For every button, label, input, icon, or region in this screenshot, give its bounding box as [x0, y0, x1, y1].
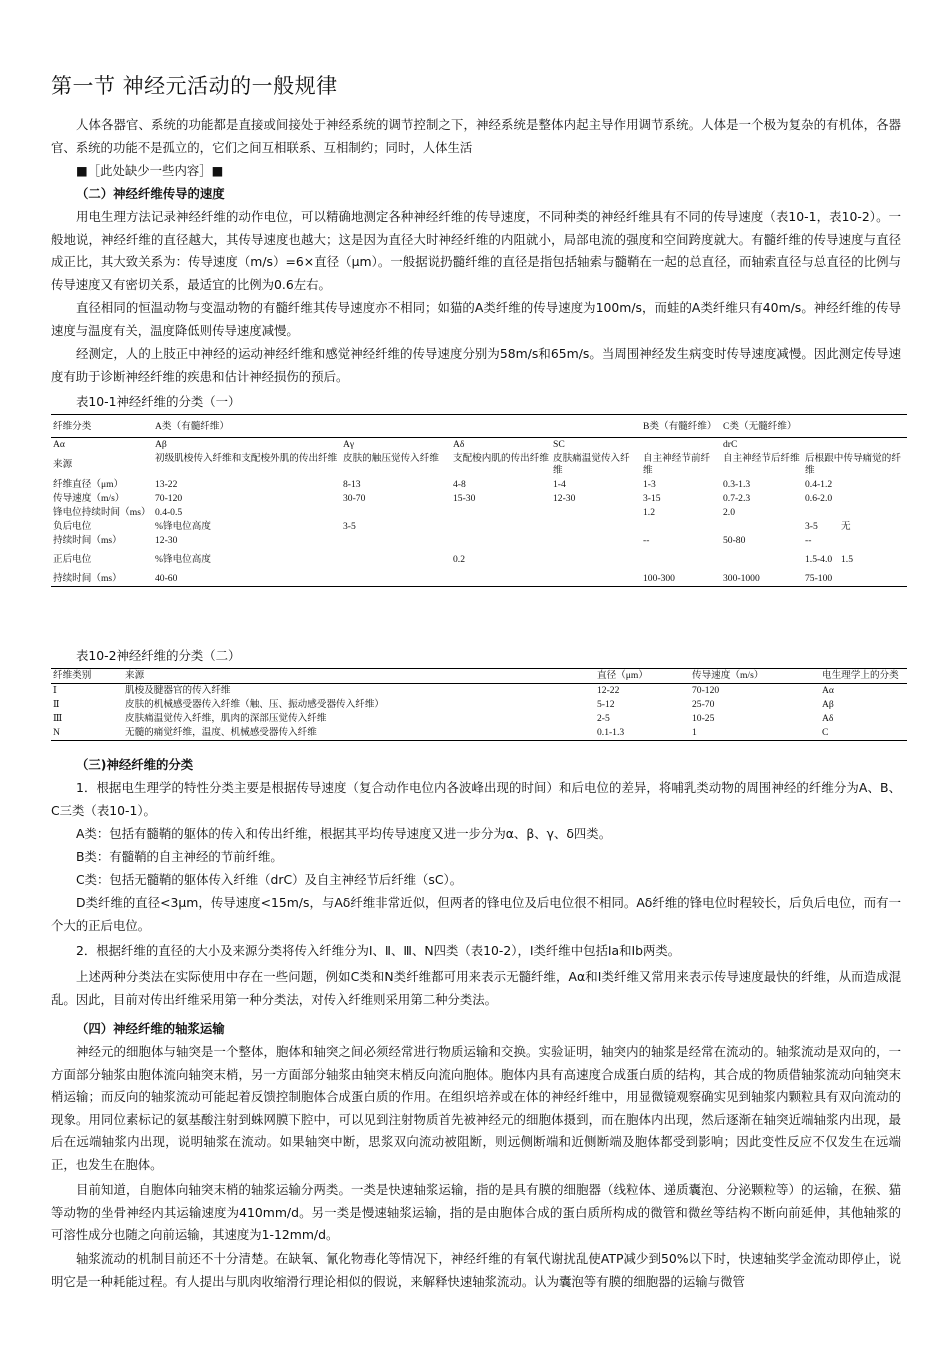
table1-cell: 锋电位持续时间（ms） [53, 507, 151, 518]
table1-cell: 0.7-2.3 [723, 493, 751, 504]
table1-cell: 0.4-0.5 [155, 507, 183, 518]
subheading-conduction-speed: （二）神经纤维传导的速度 [76, 186, 225, 201]
table1-cell: 3-15 [643, 493, 661, 504]
table2-row [51, 684, 907, 699]
table1-cell: 无 [841, 521, 851, 532]
paragraph-classification-1: 1．根据电生理学的特性分类主要是根据传导速度（复合动作电位内各波峰出现的时间）和后电位的差异，将哺乳类动物的周围神经的纤维分为A、B、C三类（表10-1）。 [51, 780, 901, 818]
table1-cell: 传导速度（m/s） [53, 493, 125, 504]
table1-cell: 皮肤的触压觉传入纤维 [343, 453, 439, 464]
table1-cell: 初级肌梭传入纤维和支配梭外肌的传出纤维 [155, 453, 338, 464]
table1-cell: 50-80 [723, 535, 746, 546]
table1-cell: 正后电位 [53, 554, 92, 565]
table1-row [51, 452, 907, 478]
table1-row [51, 492, 907, 506]
table1-cell: 3-5 [805, 521, 818, 532]
table2-cell: 10-25 [692, 713, 715, 724]
table1-cell: 12-30 [553, 493, 576, 504]
table1-cell: -- [643, 535, 650, 546]
table1-cell: 1-3 [643, 479, 656, 490]
paragraph-median-nerve: 经测定，人的上肢正中神经的运动神经纤维和感觉神经纤维的传导速度分别为58m/s和65m/s。当周围神经发生病变时传导速度减慢。因此测定传导速度有助于诊断神经纤维的疾患和估计神经损伤的预后。 [51, 346, 901, 384]
table1-cell: 0.6-2.0 [805, 493, 833, 504]
table2-cell: 2-5 [597, 713, 610, 724]
table2-header-cell: 直径（μm） [595, 669, 690, 684]
table2-cell: 无髓的痛觉纤维，温度、机械感受器传入纤维 [125, 727, 317, 738]
table1-cell: 30-70 [343, 493, 366, 504]
table1-cell: 13-22 [155, 479, 178, 490]
table2-header-cell: 电生理学上的分类 [820, 669, 907, 684]
table1-header-cell: 纤维分类 [51, 415, 153, 438]
table2-cell: Aδ [822, 713, 834, 724]
table1-cell: 75-100 [805, 573, 833, 584]
paragraph-class-b: B类：有髓鞘的自主神经的节前纤维。 [76, 849, 283, 864]
table1-cell: 支配梭内肌的传出纤维 [453, 453, 549, 464]
table2-header-row [51, 669, 907, 684]
table1-cell [641, 438, 721, 453]
paragraph-axoplasmic-flow: 神经元的细胞体与轴突是一个整体，胞体和轴突之间必须经常进行物质运输和交换。实验证明，轴突内的轴浆是经常在流动的。轴浆流动是双向的，一方面部分轴浆由胞体流向轴突末梢，另一方面部分轴浆由轴突末梢反向流向胞体。胞体内具有高速度合成蛋白质的结构，其合成的物质借轴浆流动向轴突末梢运输；而反向的轴浆流动可能起着反馈控制胞体合成蛋白质的作用。在组织培养或在体的神经纤维中，用显微镜观察确实见到轴浆内颗粒具有双向流动的现象。用同位素标记的氨基酸注射到蛛网膜下腔中，可以见到注射物质首先被神经元的细胞体摄到，而在胞体内出现，然后逐渐在轴突近端轴浆内出现，最后在远端轴浆内出现，说明轴浆在流动。如果轴突中断，思浆双向流动被阻断，则远侧断端和近侧断端及胞体都受到影响；因此变性反应不仅发生在远端正，也发生在胞体。 [51, 1044, 901, 1172]
table2-cell: Aβ [822, 699, 834, 710]
table1-cell: 负后电位 [53, 521, 92, 532]
table1-cell: 100-300 [643, 573, 675, 584]
table2-cell: 12-22 [597, 685, 620, 696]
table1-cell: 自主神经节前纤维 [643, 453, 711, 476]
paragraph-mechanism: 轴浆流动的机制目前还不十分清楚。在缺氧、氰化物毒化等情况下，神经纤维的有氧代谢扰乱使ATP减少到50%以下时，快速轴奖学金流动即停止，说明它是一种耗能过程。有人提出与肌肉收缩滑行理论相似的假说，来解释快速轴浆流动。认为囊泡等有膜的细胞器的运输与微管 [51, 1251, 901, 1289]
table1-cell: 1.5-4.0 [805, 554, 833, 565]
table1-cell: 15-30 [453, 493, 476, 504]
table1-cell: 后根跟中传导痛觉的纤维 [805, 453, 901, 476]
paragraph-class-c: C类：包括无髓鞘的躯体传入纤维（drC）及自主神经节后纤维（sC）。 [76, 872, 463, 887]
table1-cell: -- [805, 535, 812, 546]
table2-row [51, 698, 907, 712]
table2-cell: C [822, 727, 829, 738]
table1-row [51, 478, 907, 492]
table2-cell: 皮肤痛温觉传入纤维，肌肉的深部压觉传入纤维 [125, 713, 327, 724]
table2-row [51, 726, 907, 741]
table2-cell: Ⅰ [53, 685, 57, 696]
paragraph-temperature: 直径相同的恒温动物与变温动物的有髓纤维其传导速度亦不相同；如猫的A类纤维的传导速度为100m/s，而蛙的A类纤维只有40m/s。神经纤维的传导速度与温度有关，温度降低则传导速度减慢。 [51, 300, 901, 338]
table1-cell: 自主神经节后纤维 [723, 453, 800, 464]
paragraph-class-a: A类：包括有髓鞘的躯体的传入和传出纤维，根据其平均传导速度又进一步分为α、β、γ、δ四类。 [76, 826, 612, 841]
paragraph-class-d: D类纤维的直径<3μm，传导速度<15m/s，与Aδ纤维非常近似，但两者的锋电位及后电位很不相同。Aδ纤维的锋电位时程较长，后负后电位，而有一个大的正后电位。 [51, 895, 901, 933]
table2-cell: N [53, 727, 60, 738]
paragraph-transport-types: 目前知道，自胞体向轴突末梢的轴浆运输分两类。一类是快速轴浆运输，指的是具有膜的细胞器（线粒体、递质囊泡、分泌颗粒等）的运输，在猴、猫等动物的坐骨神经内其运输速度为410mm/d。另一类是慢速轴浆运输，指的是由胞体合成的蛋白质所构成的微管和微丝等结构不断向前延伸，其他轴浆的可溶性成分也随之向前运输，其速度为1-12mm/d。 [51, 1182, 901, 1243]
table-fiber-classification-1 [51, 414, 907, 587]
table1-row [51, 438, 907, 453]
table1-row [51, 567, 907, 587]
table1-cell: 0.3-1.3 [723, 479, 751, 490]
table1-cell: 皮肤痛温觉传入纤维 [553, 453, 630, 476]
table1-cell: 1.5 [841, 554, 853, 565]
missing-content-marker: ■［此处缺少一些内容］■ [76, 163, 224, 178]
table1-caption: 表10-1神经纤维的分类（一） [76, 394, 241, 409]
table2-cell: 0.1-1.3 [597, 727, 625, 738]
table1-cell: %锋电位高度 [155, 554, 211, 565]
paragraph-classification-2: 2．根据纤维的直径的大小及来源分类将传入纤维分为Ⅰ、Ⅱ、Ⅲ、Ν四类（表10-2），Ⅰ类纤维中包括Ⅰa和Ⅰb两类。 [76, 943, 681, 958]
table-fiber-classification-2 [51, 668, 907, 741]
table2-cell: 25-70 [692, 699, 715, 710]
table1-cell: 0.2 [453, 554, 465, 565]
table2-cell: 70-120 [692, 685, 720, 696]
paragraph-intro: 人体各器官、系统的功能都是直接或间接处于神经系统的调节控制之下，神经系统是整体内起主导作用调节系统。人体是一个极为复杂的有机体，各器官、系统的功能不是孤立的，它们之间互相联系、互相制约；同时，人体生活 [51, 117, 901, 155]
table1-cell: drC [723, 439, 738, 450]
table1-cell: SC [553, 439, 565, 450]
table1-cell: 8-13 [343, 479, 361, 490]
table1-cell: 持续时间（ms） [53, 573, 122, 584]
table2-header-cell: 传导速度（m/s） [690, 669, 820, 684]
section-title: 第一节 神经元活动的一般规律 [51, 74, 338, 98]
table2-header-cell: 来源 [123, 669, 595, 684]
table1-cell: %锋电位高度 [155, 521, 211, 532]
table1-header-row [51, 415, 907, 438]
table1-cell: 纤维直径（μm） [53, 479, 124, 490]
table2-header-cell: 纤维类别 [51, 669, 123, 684]
table1-row [51, 506, 907, 520]
table1-cell: Aγ [343, 439, 355, 450]
table2-caption: 表10-2神经纤维的分类（二） [76, 648, 241, 663]
table1-cell: 2.0 [723, 507, 735, 518]
table2-cell: Ⅲ [53, 713, 63, 724]
table1-cell: Aδ [453, 439, 465, 450]
table1-cell: 4-8 [453, 479, 466, 490]
table1-cell: 来源 [53, 459, 73, 470]
table2-cell: 肌梭及腱器官的传入纤维 [125, 685, 231, 696]
table1-cell: 70-120 [155, 493, 183, 504]
table1-row [51, 520, 907, 534]
table1-cell: 0.4-1.2 [805, 479, 833, 490]
table1-header-cell: A类（有髓纤维） [153, 415, 641, 438]
table2-cell: Ⅱ [53, 699, 60, 710]
table1-cell: 300-1000 [723, 573, 760, 584]
subheading-classification: （三)神经纤维的分类 [76, 757, 194, 772]
table1-cell: 12-30 [155, 535, 178, 546]
table1-cell: 持续时间（ms） [53, 535, 122, 546]
table2-cell: Aα [822, 685, 834, 696]
table2-cell: 1 [692, 727, 697, 738]
table2-row [51, 712, 907, 726]
subheading-axoplasmic-transport: （四）神经纤维的轴浆运输 [76, 1021, 225, 1036]
paragraph-conduction: 用电生理方法记录神经纤维的动作电位，可以精确地测定各种神经纤维的传导速度，不同种类的神经纤维具有不同的传导速度（表10-1，表10-2）。一般地说，神经纤维的直径越大，其传导速度也越大；这是因为直径大时神经纤维的内阻就小，局部电流的强度和空间跨度就大。有髓纤维的传导速度与直径成正比，其大致关系为：传导速度（m/s）=6×直径（μm）。一般据说扔髓纤维的直径是指包括轴索与髓鞘在一起的总直径，而轴索直径与总直径的比例与传导速度又有密切关系，最适宜的比例为0.6左右。 [51, 209, 901, 292]
table1-row [51, 534, 907, 548]
table1-cell: Aβ [155, 439, 167, 450]
paragraph-classification-issues: 上述两种分类法在实际使用中存在一些问题，例如C类和N类纤维都可用来表示无髓纤维，Aα和Ⅰ类纤维又常用来表示传导速度最快的纤维，从而造成混乱。因此，目前对传出纤维采用第一种分类法，对传入纤维则采用第二种分类法。 [51, 969, 901, 1007]
table2-cell: 5-12 [597, 699, 615, 710]
table2-cell: 皮肤的机械感受器传入纤维（触、压、振动感受器传入纤维） [125, 699, 385, 710]
table1-row [51, 548, 907, 567]
table1-cell: 3-5 [343, 521, 356, 532]
table1-cell: Aα [53, 439, 65, 450]
table1-cell: 40-60 [155, 573, 178, 584]
table1-cell: 1-4 [553, 479, 566, 490]
table1-cell: 1.2 [643, 507, 655, 518]
table1-header-cell: C类（无髓纤维） [721, 415, 907, 438]
table1-header-cell: B类（有髓纤维） [641, 415, 721, 438]
